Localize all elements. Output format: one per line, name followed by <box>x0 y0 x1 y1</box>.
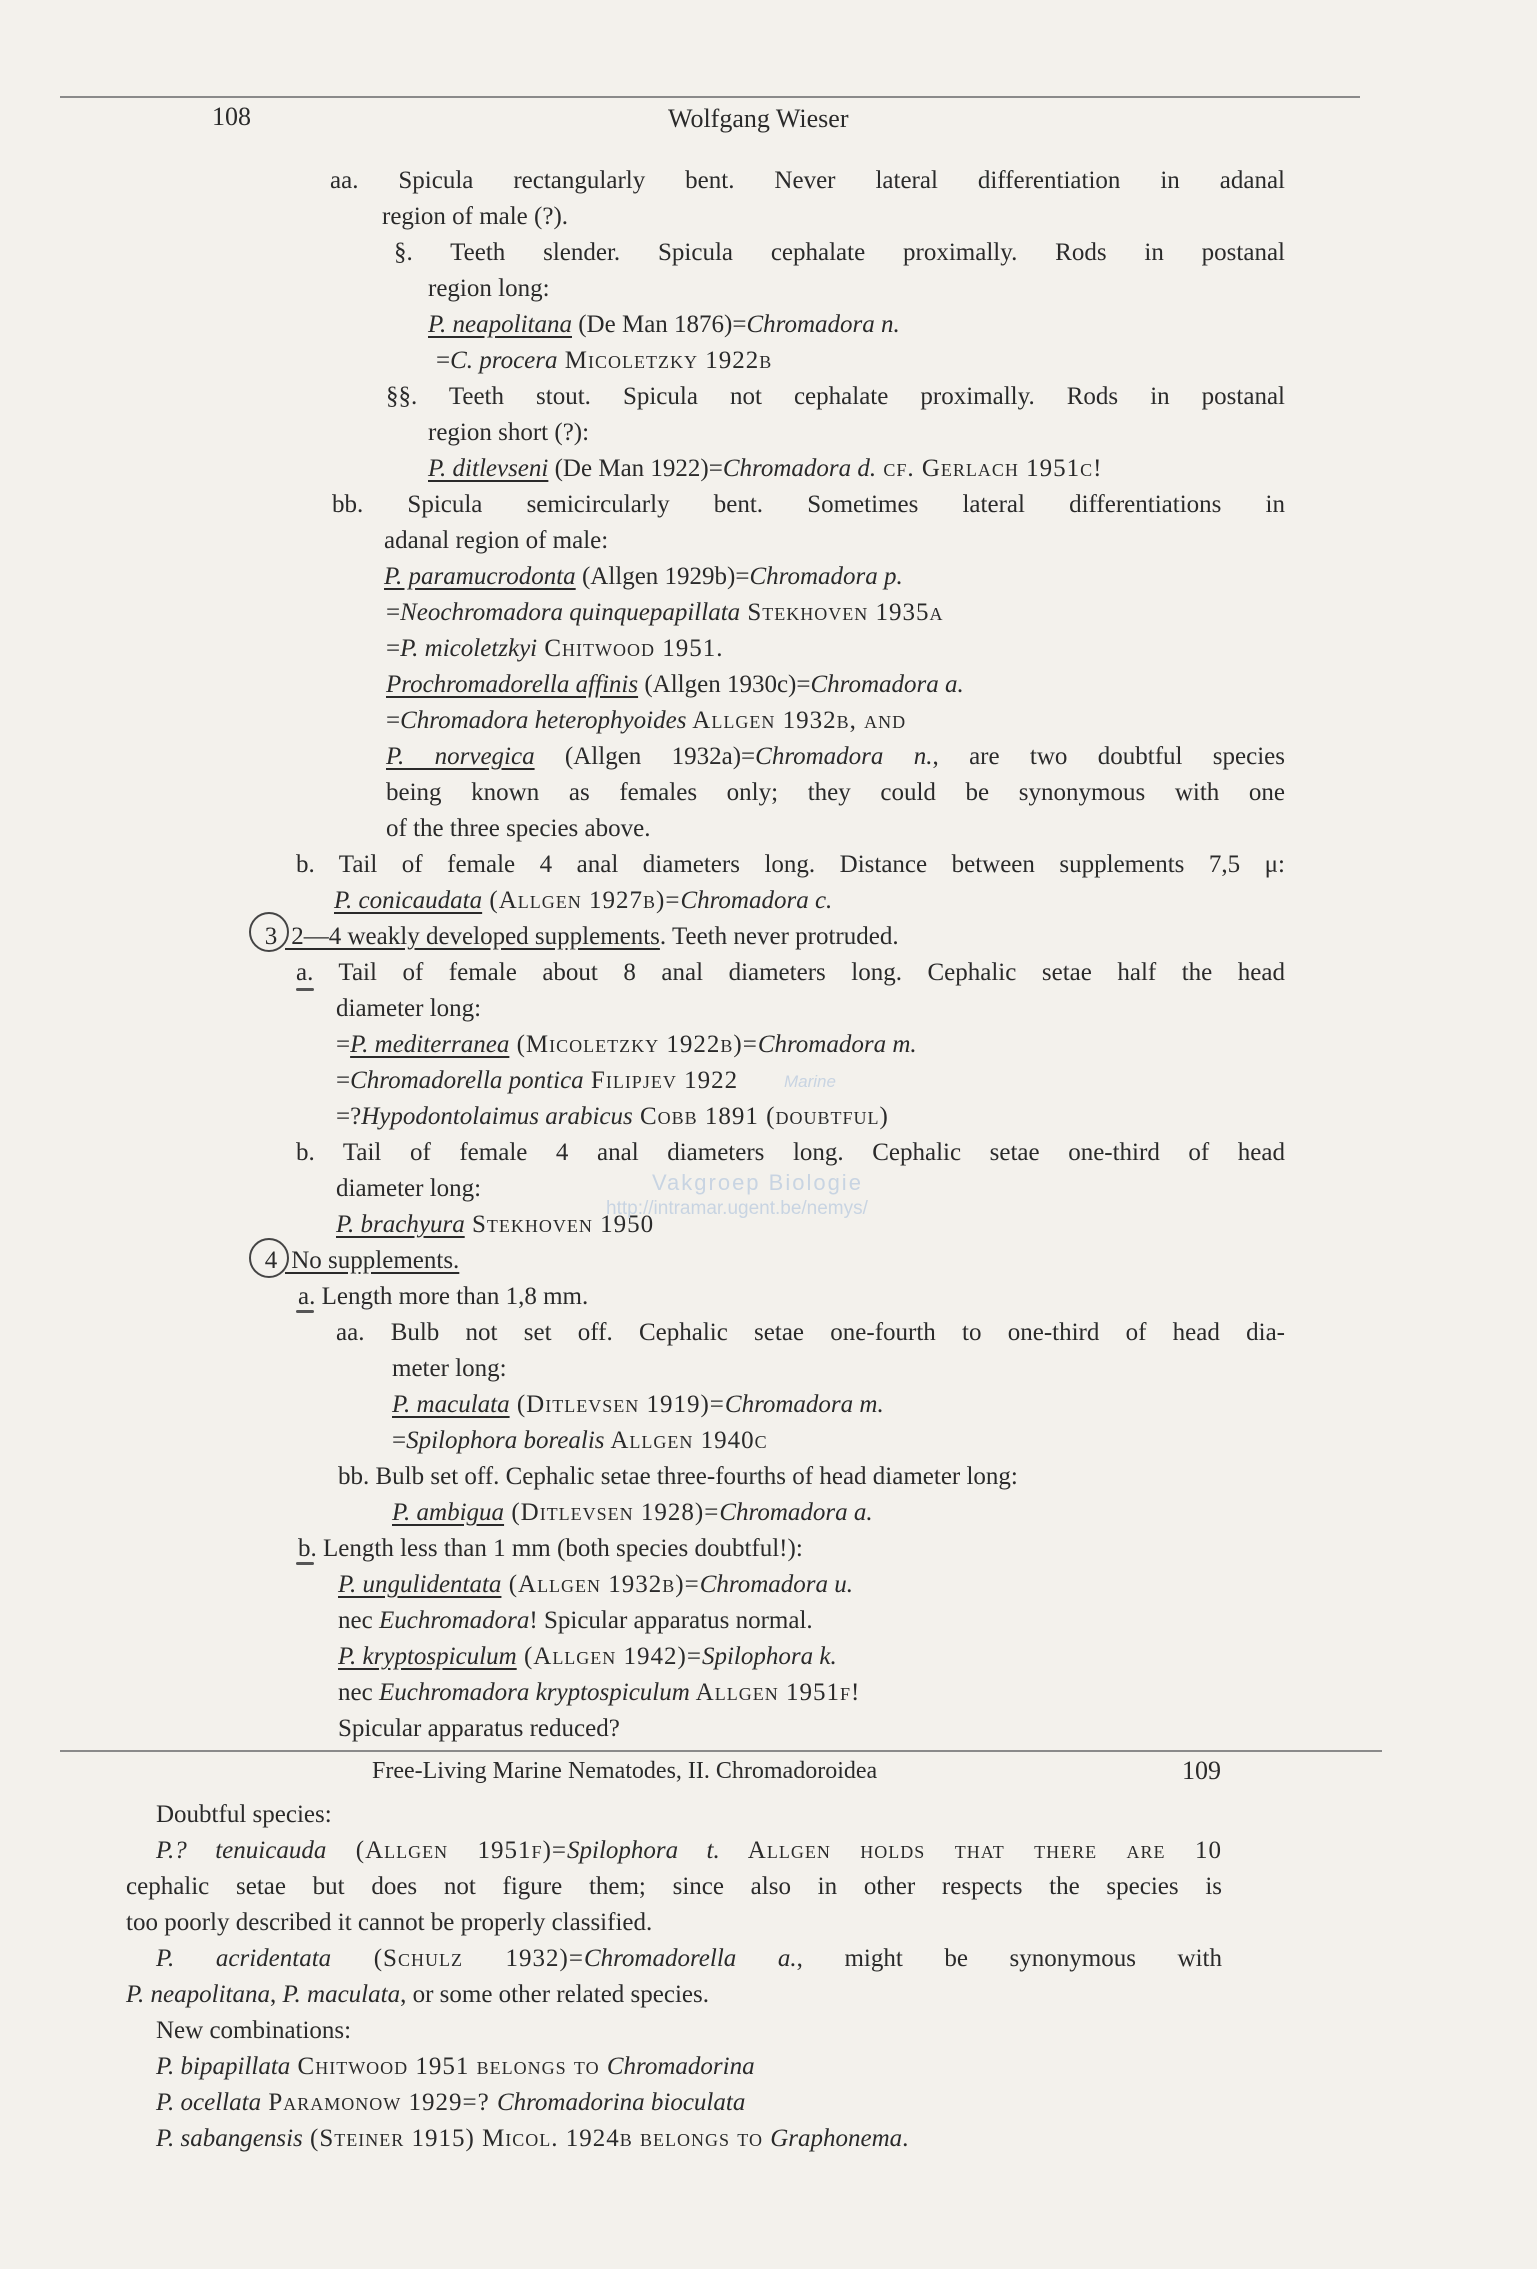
p109-line-2-seg-1: P.? tenuicauda <box>156 1837 327 1864</box>
p108-line-40-seg-2: (Allgen 1932b)= <box>501 1571 700 1598</box>
p108-line-41-seg-3: ! Spicular apparatus normal. <box>529 1607 813 1634</box>
p108-line-24 <box>336 994 481 1024</box>
p108-line-8 <box>428 418 589 448</box>
p108-line-38-seg-1: P. ambigua <box>392 1499 505 1526</box>
p108-line-16-seg-3: Allgen 1932b, and <box>686 707 907 734</box>
p108-line-33 <box>336 1318 1285 1348</box>
p108-line-42-seg-2: (Allgen 1942)= <box>516 1643 702 1670</box>
p108-line-2 <box>382 202 568 232</box>
p108-line-43 <box>338 1678 860 1708</box>
p108-line-39-seg-1: b. Length less than 1 mm (both species doubtful!): <box>298 1535 803 1562</box>
p109-line-9-seg-3: Chromadorina bioculata <box>496 2089 746 2116</box>
p108-line-27-seg-2: Hypodontolaimus arabicus <box>361 1103 633 1130</box>
p108-line-5-seg-3: Chromadora n. <box>746 311 900 338</box>
p108-line-44-seg-1: Spicular apparatus reduced? <box>338 1715 620 1742</box>
p109-line-9-seg-1: P. ocellata <box>156 2089 262 2116</box>
p109-line-5-seg-2: (Schulz 1932)= <box>331 1945 584 1972</box>
p108-line-22-seg-3: . Teeth never protruded. <box>659 923 899 950</box>
p108-line-19 <box>386 814 650 844</box>
circle-mark-4 <box>249 1238 289 1278</box>
p109-line-8-seg-1: P. bipapillata <box>156 2053 291 2080</box>
p108-line-38-seg-3: Chromadora a. <box>719 1499 873 1526</box>
p108-line-35 <box>392 1390 884 1420</box>
p108-line-11 <box>384 526 608 556</box>
p109-line-3-seg-1: cephalic setae but does not figure them; since also in other respects the species is <box>126 1873 1222 1900</box>
p108-line-6-seg-1: = <box>436 347 451 374</box>
p108-line-12-seg-1: P. paramucrodonta <box>384 563 576 590</box>
p108-line-41 <box>338 1606 813 1636</box>
p109-line-2-seg-2: (Allgen 1951f)= <box>326 1837 567 1864</box>
p108-line-14-seg-2: P. micoletzkyi <box>400 635 538 662</box>
p109-line-8-seg-3: Chromadorina <box>606 2053 755 2080</box>
top-rule <box>60 96 1360 98</box>
p108-line-38-seg-2: (Ditlevsen 1928)= <box>504 1499 720 1526</box>
p108-line-17-seg-4: , are two doubtful species <box>932 743 1285 770</box>
p108-line-2-seg-1: region of male (?). <box>382 203 569 230</box>
p108-line-30-seg-2: Stekhoven 1950 <box>464 1211 655 1238</box>
p108-line-43-seg-1: nec <box>338 1679 379 1706</box>
page-number-109: 109 <box>1182 1756 1221 1785</box>
p108-line-34-seg-1: meter long: <box>392 1355 507 1382</box>
p108-line-36-seg-2: Spilophora borealis <box>406 1427 605 1454</box>
p108-line-19-seg-1: of the three species above. <box>386 815 651 842</box>
p109-line-7-seg-1: New combinations: <box>156 2017 352 2044</box>
running-head-109: Free-Living Marine Nematodes, II. Chromadoroidea <box>372 1758 878 1784</box>
p109-line-5-seg-3: Chromadorella a. <box>583 1945 797 1972</box>
p108-line-18-seg-1: being known as females only; they could be synonymous with one <box>386 779 1285 806</box>
p108-line-25-seg-4: Chromadora m. <box>757 1031 917 1058</box>
p108-line-15-seg-3: Chromadora a. <box>810 671 964 698</box>
p108-line-41-seg-2: Euchromadora <box>378 1607 530 1634</box>
p108-line-36-seg-1: = <box>392 1427 407 1454</box>
p108-line-21-seg-3: Chromadora c. <box>680 887 833 914</box>
pencil-mark-a1 <box>296 988 314 991</box>
p108-line-43-seg-3: Allgen 1951f! <box>689 1679 861 1706</box>
p108-line-27 <box>336 1102 889 1132</box>
p108-line-14-seg-3: Chitwood 1951. <box>537 635 724 662</box>
p108-line-10-seg-1: bb. Spicula semicircularly bent. Sometimes lateral differentiations in <box>332 491 1285 518</box>
p108-line-39 <box>298 1534 803 1564</box>
p108-line-35-seg-1: P. maculata <box>392 1391 510 1418</box>
p108-line-17-seg-2: (Allgen 1932a)= <box>534 743 756 770</box>
p108-line-17-seg-1: P. norvegica <box>386 743 535 770</box>
p108-line-20 <box>296 850 1285 880</box>
p108-line-28 <box>296 1138 1285 1168</box>
p108-line-32 <box>298 1282 588 1312</box>
p108-line-22-seg-2: 2—4 weakly developed supplements <box>285 923 660 950</box>
p108-line-34 <box>392 1354 507 1384</box>
p109-line-3 <box>126 1872 1222 1902</box>
p109-line-1 <box>156 1800 332 1830</box>
p108-line-11-seg-1: adanal region of male: <box>384 527 609 554</box>
p108-line-21 <box>334 886 832 916</box>
p108-line-10 <box>332 490 1285 520</box>
p109-line-5 <box>156 1944 1222 1974</box>
p109-line-4-seg-1: too poorly described it cannot be properly classified. <box>126 1909 653 1936</box>
p108-line-27-seg-3: Cobb 1891 (doubtful) <box>632 1103 889 1130</box>
p109-line-8-seg-2: Chitwood 1951 belongs to <box>290 2053 607 2080</box>
p108-line-6-seg-3: Micoletzky 1922b <box>557 347 773 374</box>
p108-line-5 <box>428 310 900 340</box>
p108-line-27-seg-1: =? <box>336 1103 362 1130</box>
p108-line-23 <box>296 958 1285 988</box>
p109-line-10-seg-2: (Steiner 1915) Micol. 1924b belongs to <box>302 2125 771 2152</box>
p108-line-13-seg-1: = <box>386 599 401 626</box>
p108-line-21-seg-1: P. conicaudata <box>334 887 483 914</box>
p108-line-6-seg-2: C. procera <box>450 347 558 374</box>
p108-line-31-seg-2: No supplements. <box>285 1247 460 1274</box>
p108-line-16 <box>386 706 906 736</box>
p108-line-22 <box>257 922 899 952</box>
circle-mark-3 <box>249 912 289 952</box>
p108-line-3 <box>394 238 1285 268</box>
p108-line-26-seg-2: Chromadorella pontica <box>350 1067 584 1094</box>
p109-line-9 <box>156 2088 745 2118</box>
p108-line-29 <box>336 1174 481 1204</box>
p109-line-9-seg-2: Paramonow 1929=? <box>261 2089 497 2116</box>
p108-line-42-seg-1: P. kryptospiculum <box>338 1643 517 1670</box>
p109-line-5-seg-1: P. acridentata <box>156 1945 332 1972</box>
p108-line-32-seg-1: a. Length more than 1,8 mm. <box>298 1283 589 1310</box>
p108-line-25-seg-3: (Micoletzky 1922b)= <box>509 1031 758 1058</box>
p108-line-13 <box>386 598 944 628</box>
p108-line-29-seg-1: diameter long: <box>336 1175 482 1202</box>
pencil-mark-b2 <box>296 1562 314 1565</box>
p108-line-16-seg-2: Chromadora heterophyoides <box>400 707 687 734</box>
running-head-108: Wolfgang Wieser <box>668 104 849 133</box>
p108-line-12 <box>384 562 903 592</box>
p109-line-6-seg-2: , <box>269 1981 283 2008</box>
p108-line-14-seg-1: = <box>386 635 401 662</box>
p109-line-10-seg-3: Graphonema <box>770 2125 903 2152</box>
p108-line-15-seg-1: Prochromadorella affinis <box>386 671 639 698</box>
p108-line-40 <box>338 1570 853 1600</box>
p108-line-31-seg-1: 4 <box>264 1247 278 1274</box>
p108-line-42-seg-3: Spilophora k. <box>701 1643 837 1670</box>
watermark-vakgroep: Vakgroep Biologie <box>652 1170 863 1195</box>
p108-line-26-seg-3: Filipjev 1922 <box>583 1067 739 1094</box>
p108-line-17 <box>386 742 1285 772</box>
p109-line-2-seg-3: Spilophora t. <box>567 1837 720 1864</box>
p108-line-42 <box>338 1642 837 1672</box>
p108-line-36-seg-3: Allgen 1940c <box>604 1427 768 1454</box>
p108-line-12-seg-3: Chromadora p. <box>749 563 903 590</box>
p108-line-1-seg-1: aa. Spicula rectangularly bent. Never lateral differentiation in adanal <box>330 167 1285 194</box>
p109-line-2 <box>156 1836 1222 1866</box>
p108-line-28-seg-1: b. Tail of female 4 anal diameters long. Cephalic setae one-third of head <box>296 1139 1285 1166</box>
p108-line-14 <box>386 634 724 664</box>
p108-line-20-seg-1: b. Tail of female 4 anal diameters long. Distance between supplements 7,5 μ: <box>296 851 1285 878</box>
p108-line-35-seg-3: Chromadora m. <box>724 1391 884 1418</box>
p108-line-4-seg-1: region long: <box>428 275 550 302</box>
p108-line-25-seg-1: = <box>336 1031 351 1058</box>
p108-line-9 <box>428 454 1103 484</box>
p108-line-4 <box>428 274 550 304</box>
p108-line-22-seg-1: 3 <box>264 923 278 950</box>
p108-line-15 <box>386 670 964 700</box>
pencil-mark-a2 <box>296 1310 314 1313</box>
p108-line-15-seg-2: (Allgen 1930c)= <box>638 671 811 698</box>
p108-line-9-seg-3: Chromadora d. <box>722 455 877 482</box>
p108-line-3-seg-1: §. Teeth slender. Spicula cephalate proximally. Rods in postanal <box>394 239 1285 266</box>
p108-line-33-seg-1: aa. Bulb not set off. Cephalic setae one-fourth to one-third of head dia- <box>336 1319 1285 1346</box>
p108-line-7-seg-1: §§. Teeth stout. Spicula not cephalate proximally. Rods in postanal <box>386 383 1285 410</box>
p108-line-35-seg-2: (Ditlevsen 1919)= <box>509 1391 725 1418</box>
p109-line-4 <box>126 1908 652 1938</box>
p108-line-26 <box>336 1066 738 1096</box>
p108-line-38 <box>392 1498 873 1528</box>
p109-line-10-seg-1: P. sabangensis <box>156 2125 303 2152</box>
p109-line-6 <box>126 1980 709 2010</box>
p109-line-1-seg-1: Doubtful species: <box>156 1801 332 1828</box>
p109-line-6-seg-1: P. neapolitana <box>126 1981 270 2008</box>
p108-line-5-seg-2: (De Man 1876)= <box>571 311 747 338</box>
p108-line-9-seg-4: cf. Gerlach 1951c! <box>876 455 1103 482</box>
p108-line-6 <box>436 346 772 376</box>
watermark-marine: Marine <box>784 1072 836 1091</box>
p108-line-8-seg-1: region short (?): <box>428 419 590 446</box>
p108-line-30-seg-1: P. brachyura <box>336 1211 465 1238</box>
p108-line-9-seg-2: (De Man 1922)= <box>548 455 723 482</box>
p108-line-23-seg-1: a. Tail of female about 8 anal diameters long. Cephalic setae half the head <box>296 959 1285 986</box>
middle-rule <box>60 1750 1382 1752</box>
p108-line-26-seg-1: = <box>336 1067 351 1094</box>
p109-line-10-seg-4: . <box>902 2125 909 2152</box>
p108-line-18 <box>386 778 1285 808</box>
p109-line-2-seg-4: Allgen holds that there are 10 <box>719 1837 1222 1864</box>
p108-line-17-seg-3: Chromadora n. <box>755 743 933 770</box>
p109-line-7 <box>156 2016 351 2046</box>
p109-line-6-seg-4: , or some other related species. <box>400 1981 709 2008</box>
page-number-108: 108 <box>212 102 251 131</box>
p108-line-25-seg-2: P. mediterranea <box>350 1031 510 1058</box>
p109-line-10 <box>156 2124 908 2154</box>
p108-line-24-seg-1: diameter long: <box>336 995 482 1022</box>
p108-line-40-seg-1: P. ungulidentata <box>338 1571 502 1598</box>
p108-line-13-seg-2: Neochromadora quinquepapillata <box>400 599 741 626</box>
p108-line-13-seg-3: Stekhoven 1935a <box>740 599 944 626</box>
p109-line-6-seg-3: P. maculata <box>282 1981 401 2008</box>
p109-line-5-seg-4: , might be synonymous with <box>796 1945 1222 1972</box>
p108-line-21-seg-2: (Allgen 1927b)= <box>482 887 681 914</box>
p108-line-5-seg-1: P. neapolitana <box>428 311 572 338</box>
watermark-url: http://intramar.ugent.be/nemys/ <box>606 1198 868 1219</box>
p108-line-37-seg-1: bb. Bulb set off. Cephalic setae three-fourths of head diameter long: <box>338 1463 1018 1490</box>
p108-line-41-seg-1: nec <box>338 1607 379 1634</box>
p108-line-43-seg-2: Euchromadora kryptospiculum <box>378 1679 690 1706</box>
p108-line-16-seg-1: = <box>386 707 401 734</box>
p108-line-12-seg-2: (Allgen 1929b)= <box>575 563 750 590</box>
p108-line-36 <box>392 1426 768 1456</box>
p108-line-1 <box>330 166 1285 196</box>
p109-line-8 <box>156 2052 755 2082</box>
p108-line-40-seg-3: Chromadora u. <box>699 1571 853 1598</box>
p108-line-9-seg-1: P. ditlevseni <box>428 455 549 482</box>
p108-line-37 <box>338 1462 1018 1492</box>
p108-line-7 <box>386 382 1285 412</box>
p108-line-44 <box>338 1714 620 1744</box>
p108-line-25 <box>336 1030 917 1060</box>
